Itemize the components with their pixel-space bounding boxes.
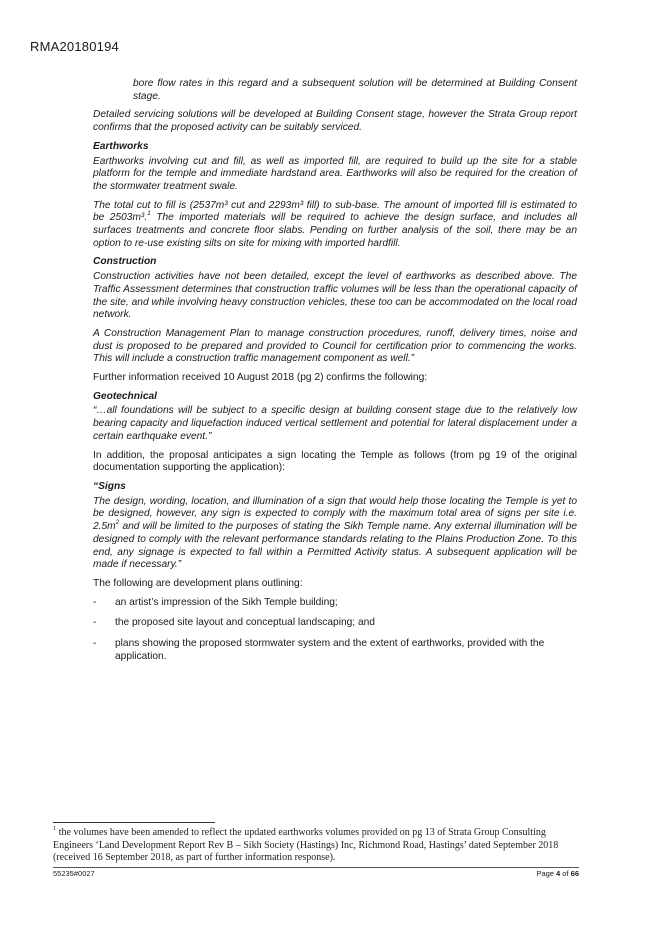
footnote-separator [53,822,215,823]
document-body [93,78,577,671]
section-heading-construction: Construction [93,256,157,268]
list-item [93,597,577,610]
footnote-reference: 1 [147,210,151,218]
paragraph [93,496,577,572]
page-label: Page [536,869,557,878]
footnote-number: 1 [53,825,57,832]
bullet-dash: - [93,638,97,650]
section-heading-earthworks: Earthworks [93,140,149,152]
section-heading-geotechnical: Geotechnical [93,390,157,402]
list-item [93,638,577,663]
bullet-dash: - [93,596,97,608]
list-item [93,617,577,630]
paragraph: Further information received 10 August 2018 (pg 2) confirms the following: [93,372,428,384]
list-item-text: the proposed site layout and conceptual landscaping; and [115,617,375,629]
page-of: of [560,869,571,878]
paragraph: A Construction Management Plan to manage construction procedures, runoff, delivery times, noise and dust is proposed to be prepared and provided to Council for certification prior to commencing the works. This will include a construction traffic management component as well.” [93,327,577,365]
footnote-text: the volumes have been amended to reflect the updated earthworks volumes provided on pg 13 of Strata Group Consulting Engineers ‘Land Development Report Rev B – Sikh Society (Hastings) Inc, Richmond Road, Hastings’ dated September 2018 (received 16 September 2018, as part of further information response). [53,827,559,863]
paragraph: bore flow rates in this regard and a subsequent solution will be determined at Building Consent stage. [133,78,577,102]
paragraph [93,200,577,251]
list-item-text: an artist’s impression of the Sikh Temple building; [115,596,338,608]
paragraph-text: The design, wording, location, and illumination of a sign that would help those locating the Temple is yet to be designed, however, any sign is expected to comply with the maximum total area of signs per site i.e. 2.5m [93,495,577,533]
footer-doc-number: 55235#0027 [53,869,95,878]
document-reference: RMA20180194 [30,39,119,54]
paragraph: In addition, the proposal anticipates a sign locating the Temple as follows (from pg 19 of the original documentation supporting the application): [93,449,577,474]
page-total: 66 [570,869,579,878]
page-indicator [520,869,579,878]
paragraph: Detailed servicing solutions will be developed at Building Consent stage, however the Strata Group report confirms that the proposed activity can be suitably serviced. [93,109,577,134]
paragraph: The following are development plans outlining: [93,577,303,589]
list-item-text: plans showing the proposed stormwater system and the extent of earthworks, provided with the application. [115,638,545,662]
paragraph: “…all foundations will be subject to a specific design at building consent stage due to the relatively low bearing capacity and liquefaction induced vertical settlement and potential for lateral displacement under a certain earthquake event.” [93,405,577,442]
paragraph-text: and will be limited to the purposes of stating the Sikh Temple name. Any external illumination will be designed to comply with the relevant performance standards relating to the Plains Production Zone. To this end, any signage is expected to fall within a Permitted Activity status. A subsequent application will be made if necessary.” [93,521,577,571]
page-current: 4 [556,869,561,878]
paragraph: Earthworks involving cut and fill, as well as imported fill, are required to build up the site for a stable platform for the temple and immediate hardstand area. Earthworks will also be required for the creation of the stormwater treatment swale. [93,155,577,192]
paragraph-text: The imported materials will be required to achieve the design surface, and includes all surfaces treatments and concrete floor slabs. Pending on further analysis of the soil, there may be an option to re-use existing silts on site for mixing with imported hardfill. [93,212,577,249]
footer-divider [53,867,579,868]
section-heading-signs: “Signs [93,480,126,492]
footnote [53,827,579,865]
superscript: 2 [115,519,120,527]
paragraph: Construction activities have not been detailed, except the level of earthworks as described above. The Traffic Assessment determines that construction traffic volumes will be less than the operational capacity of the site, and while involving heavy construction vehicles, these too can be accommodated on the local road network. [93,271,577,321]
paragraph-text: The total cut to fill is (2537m³ cut and 2293m³ fill) to sub-base. The amount of imported fill is estimated to be 2503m³. [93,199,577,224]
bullet-dash: - [93,617,97,629]
